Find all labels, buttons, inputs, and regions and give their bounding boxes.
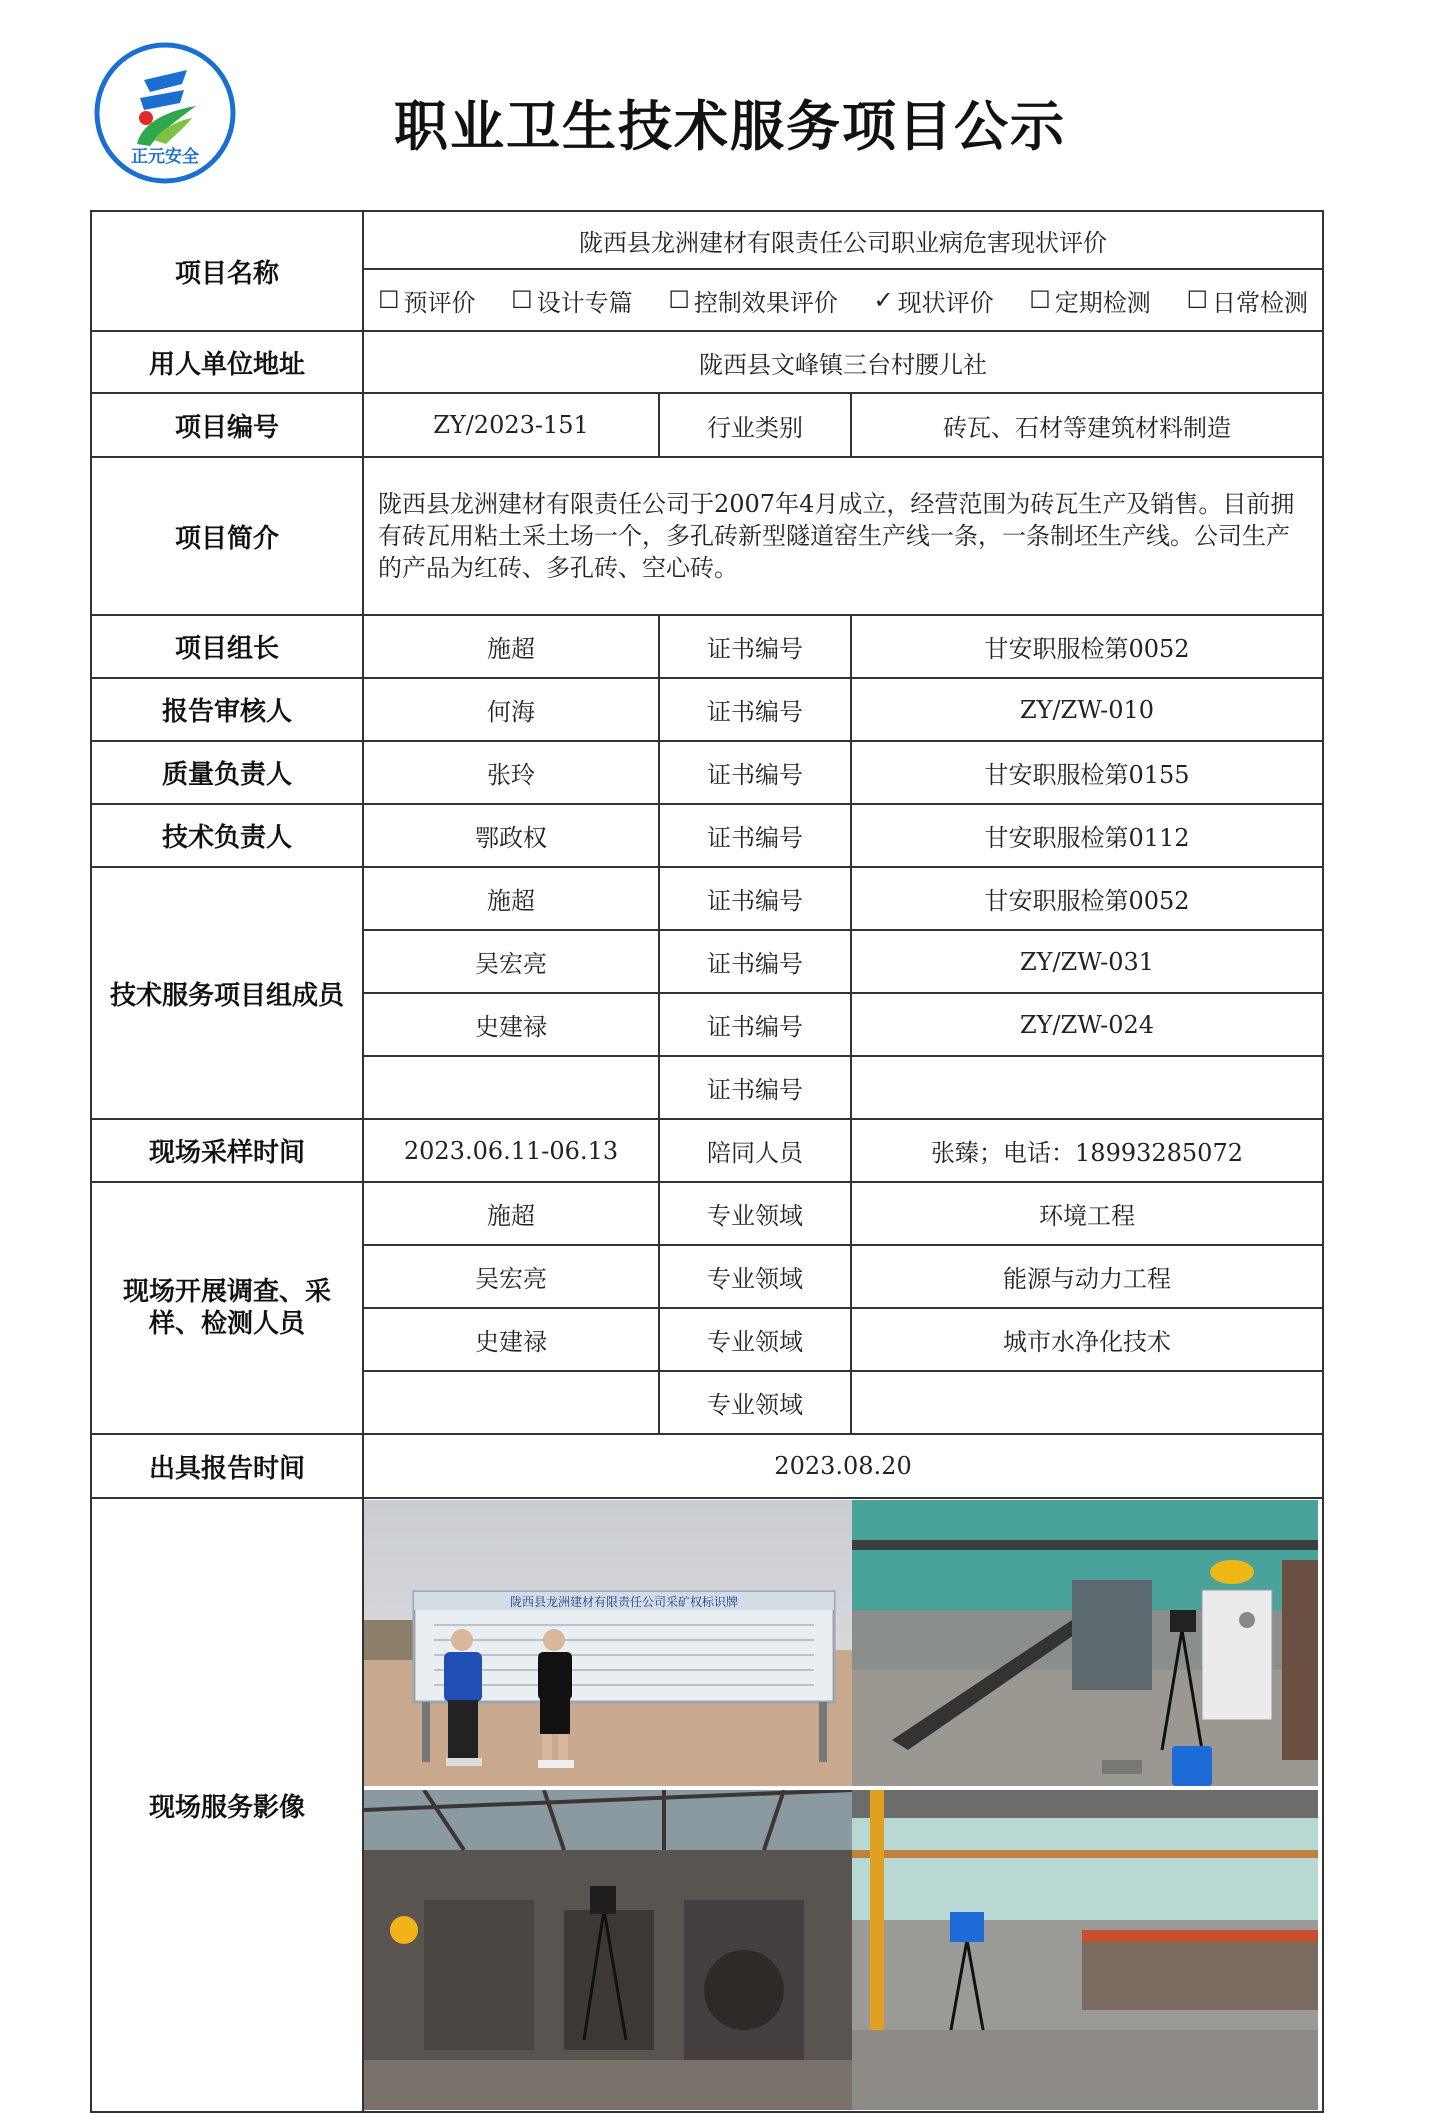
leader-label: 项目组长 xyxy=(91,615,363,678)
intro-label: 项目简介 xyxy=(91,457,363,615)
page-title: 职业卫生技术服务项目公示 xyxy=(394,95,1066,158)
companion-label: 陪同人员 xyxy=(659,1119,851,1182)
field-staff-name: 史建禄 xyxy=(363,1308,659,1371)
project-no-value: ZY/2023-151 xyxy=(363,393,659,457)
member-name: 吴宏亮 xyxy=(363,930,659,993)
photo-signboard xyxy=(364,1500,852,1786)
cert-label: 证书编号 xyxy=(659,1056,851,1119)
publicity-table xyxy=(90,210,1324,2113)
field-staff-name: 吴宏亮 xyxy=(363,1245,659,1308)
address-value: 陇西县文峰镇三台村腰儿社 xyxy=(363,331,1323,393)
project-name-label: 项目名称 xyxy=(91,211,363,331)
member-cert xyxy=(851,1056,1323,1119)
cert-label: 证书编号 xyxy=(659,615,851,678)
option-design-chapter: ☐ 设计专篇 xyxy=(511,286,633,317)
quality-manager-label: 质量负责人 xyxy=(91,741,363,804)
member-cert: ZY/ZW-024 xyxy=(851,993,1323,1056)
field-label: 专业领域 xyxy=(659,1182,851,1245)
member-name: 史建禄 xyxy=(363,993,659,1056)
field-value: 能源与动力工程 xyxy=(851,1245,1323,1308)
tech-manager-name: 鄂政权 xyxy=(363,804,659,867)
field-label: 专业领域 xyxy=(659,1245,851,1308)
photo-machinery-sampler xyxy=(364,1790,852,2110)
member-name xyxy=(363,1056,659,1119)
company-logo-icon xyxy=(92,40,238,186)
members-label: 技术服务项目组成员 xyxy=(91,867,363,1119)
cert-label: 证书编号 xyxy=(659,993,851,1056)
reviewer-cert: ZY/ZW-010 xyxy=(851,678,1323,741)
quality-manager-cert: 甘安职服检第0155 xyxy=(851,741,1323,804)
photo-conveyor-workshop xyxy=(852,1500,1318,1786)
field-value: 城市水净化技术 xyxy=(851,1308,1323,1371)
project-no-label: 项目编号 xyxy=(91,393,363,457)
industry-label: 行业类别 xyxy=(659,393,851,457)
sampling-time-label: 现场采样时间 xyxy=(91,1119,363,1182)
photos-label: 现场服务影像 xyxy=(91,1498,363,2112)
option-control-effect: ☐ 控制效果评价 xyxy=(668,286,838,317)
company-logo xyxy=(92,40,238,186)
cert-label: 证书编号 xyxy=(659,867,851,930)
field-staff-name: 施超 xyxy=(363,1182,659,1245)
member-cert: 甘安职服检第0052 xyxy=(851,867,1323,930)
industry-value: 砖瓦、石材等建筑材料制造 xyxy=(851,393,1323,457)
report-date-label: 出具报告时间 xyxy=(91,1434,363,1498)
field-value: 环境工程 xyxy=(851,1182,1323,1245)
reviewer-label: 报告审核人 xyxy=(91,678,363,741)
signboard-text: 陇西县龙洲建材有限责任公司采矿权标识牌 xyxy=(509,1595,739,1609)
quality-manager-name: 张玲 xyxy=(363,741,659,804)
intro-text: 陇西县龙洲建材有限责任公司于2007年4月成立，经营范围为砖瓦生产及销售。目前拥有砖瓦用粘土采土场一个，多孔砖新型隧道窑生产线一条，一条制坯生产线。公司生产的产品为红砖、多孔砖、空心砖。 xyxy=(363,457,1323,615)
option-daily-detection: ☐ 日常检测 xyxy=(1186,286,1308,317)
address-label: 用人单位地址 xyxy=(91,331,363,393)
field-staff-name xyxy=(363,1371,659,1434)
tech-manager-label: 技术负责人 xyxy=(91,804,363,867)
evaluation-type-options xyxy=(363,269,1323,331)
photo-kiln-workshop xyxy=(852,1790,1318,2110)
option-status-evaluation: ✓ 现状评价 xyxy=(873,286,994,317)
field-staff-label: 现场开展调查、采样、检测人员 xyxy=(91,1182,363,1434)
cert-label: 证书编号 xyxy=(659,741,851,804)
leader-name: 施超 xyxy=(363,615,659,678)
field-value xyxy=(851,1371,1323,1434)
field-label: 专业领域 xyxy=(659,1308,851,1371)
report-date-value: 2023.08.20 xyxy=(363,1434,1323,1498)
option-pre-evaluation: ☐ 预评价 xyxy=(378,286,476,317)
option-periodic-detection: ☐ 定期检测 xyxy=(1029,286,1151,317)
photos-cell xyxy=(363,1498,1323,2112)
logo-text: 正元安全 xyxy=(131,147,199,167)
member-name: 施超 xyxy=(363,867,659,930)
cert-label: 证书编号 xyxy=(659,930,851,993)
companion-value: 张臻；电话：18993285072 xyxy=(851,1119,1323,1182)
project-name-value: 陇西县龙洲建材有限责任公司职业病危害现状评价 xyxy=(363,211,1323,269)
field-label: 专业领域 xyxy=(659,1371,851,1434)
cert-label: 证书编号 xyxy=(659,804,851,867)
cert-label: 证书编号 xyxy=(659,678,851,741)
reviewer-name: 何海 xyxy=(363,678,659,741)
leader-cert: 甘安职服检第0052 xyxy=(851,615,1323,678)
tech-manager-cert: 甘安职服检第0112 xyxy=(851,804,1323,867)
sampling-time-value: 2023.06.11-06.13 xyxy=(363,1119,659,1182)
member-cert: ZY/ZW-031 xyxy=(851,930,1323,993)
